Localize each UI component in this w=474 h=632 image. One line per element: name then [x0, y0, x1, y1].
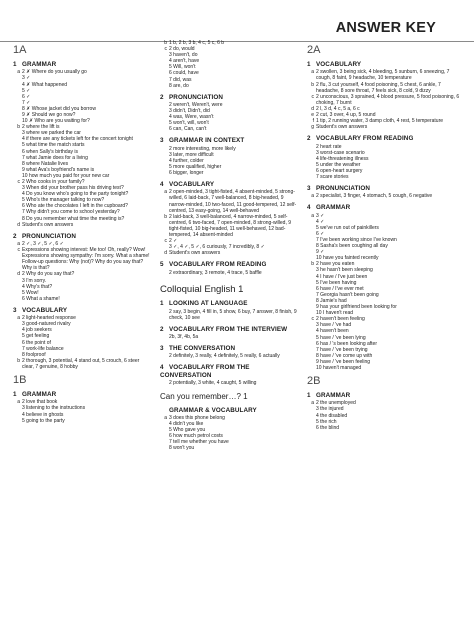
answer-text: 3 haven't, do [169, 52, 198, 59]
answer-letter: c [164, 238, 167, 245]
answer-letter [307, 425, 316, 431]
answer-row [160, 380, 300, 386]
answer-letter: a [17, 399, 20, 406]
answer-letter: d [17, 221, 20, 228]
answer-text: 5 what time the match starts [22, 142, 85, 149]
answer-row [160, 353, 300, 359]
exercise-heading [160, 261, 300, 268]
answer-row [160, 126, 300, 132]
answer-text: 4 didn't you like [169, 421, 204, 428]
exercise-number: 4 [160, 364, 164, 372]
exercise-heading [307, 135, 461, 142]
answer-text: 6 could, have [169, 70, 199, 77]
exercise-heading [13, 391, 151, 398]
answer-letter: a [311, 400, 314, 407]
exercise-heading [307, 204, 461, 211]
answer-text: 5 get feeling [22, 333, 50, 340]
answer-text: 6 ✓ [316, 230, 325, 237]
answer-row [307, 193, 461, 199]
answer-row [160, 445, 300, 451]
answer-letter: b [311, 81, 314, 88]
answer-text: 7 have / 've been trying [316, 346, 368, 353]
exercise-title: GRAMMAR IN CONTEXT [169, 137, 245, 145]
answer-letter: b [17, 357, 20, 364]
answer-text: 4 job seekers [22, 327, 52, 334]
answer-letter [160, 170, 169, 176]
answer-text: 3 does this phone belong [169, 414, 225, 421]
answer-text: 4 the disabled [316, 412, 348, 419]
answer-letter: d [17, 271, 20, 278]
answer-text: 2 where the lift is [22, 124, 60, 131]
answer-text: 8 ✗ Whose jacket did you borrow [22, 105, 96, 112]
exercise-heading [160, 137, 300, 144]
answer-text: 8 where Natalie lives [22, 160, 69, 167]
answer-text: 5 Will, won't [169, 64, 196, 71]
answer-text: 3 ✓ [316, 212, 325, 219]
answer-text: 7 I've been working since I've known [316, 237, 397, 243]
answer-text: 3 where we parked the car [22, 130, 81, 137]
answer-text: 2 swollen, 3 being sick, 4 bleeding, 5 sunburn, 6 sneezing, 7 cough, 8 faint, 9 headache, 10 temperature [316, 69, 450, 82]
column-left [13, 40, 151, 424]
answer-letter: f [312, 118, 314, 125]
answer-text: 7 what Jamie does for a living [22, 154, 88, 161]
page-header: ANSWER KEY [335, 20, 436, 36]
answer-text: 9 have / 've been feeling [316, 358, 371, 365]
answer-letter: c [311, 93, 314, 100]
colloquial-title: Colloquial English 1 [160, 283, 244, 295]
answer-text: 5 won't, will, won't [169, 120, 209, 127]
answer-text: 4 ✗ What happened [22, 81, 68, 88]
answer-text: 5 have / 've been lying [316, 334, 366, 341]
exercise-title: PRONUNCIATION [316, 185, 371, 193]
answer-text: 6 the point of [22, 339, 51, 346]
answer-letter [160, 353, 169, 359]
answer-text: 6 open-heart surgery [316, 167, 363, 174]
exercise-number: 3 [160, 345, 164, 353]
answer-text: 3 I'm sorry. [22, 277, 47, 284]
answer-letter [160, 380, 169, 386]
answer-text: 7 Georgia hasn't been going [316, 291, 379, 298]
answer-text: 5 going to the party [22, 417, 65, 424]
answer-text: 2 flu, 3 cut yourself, 4 food poisoning, 5 chest, 6 ankle, 7 headache, 8 sore throat, 7 feels sick, 8 cold, 9 dizzy [316, 81, 441, 94]
answer-row [13, 418, 151, 424]
answer-letter: a [17, 69, 20, 76]
answer-text: 6 ✓ [22, 93, 31, 100]
exercise-number: 1 [13, 391, 17, 399]
exercise-heading [13, 61, 151, 68]
answer-text: 2 haven't been feeling [316, 316, 365, 323]
answer-letter: d [311, 105, 314, 112]
answer-text: 2 ✓ [169, 238, 178, 245]
exercise-title: VOCABULARY FROM THE INTERVIEW [169, 325, 288, 333]
answer-text: 2 definitely, 3 really, 4 definitely, 5 really, 6 actually [169, 353, 280, 360]
exercise-number: 1 [307, 392, 311, 400]
answer-text: 3 ✓, 4 ✓, 5 ✓, 6 curiously, 7 incredibly, 8 ✓ [169, 244, 265, 251]
exercise-number: 1 [13, 61, 17, 69]
answer-letter [160, 270, 169, 276]
section-title: 2B [307, 375, 321, 388]
answer-text: 2 open-minded, 3 tight-fisted, 4 absent-minded, 5 strong-willed, 6 laid-back, 7 well-balanced, 8 big-headed, 9 narrow-minded, 10 two-faced, 11 good-tempered, 12 self-centred, 13 easy-going, 14 well-behaved [169, 189, 297, 214]
answer-text: 8 have / 've come up with [316, 352, 373, 359]
answer-text: 2 specialist, 3 finger, 4 stomach, 5 cough, 6 negative [316, 193, 433, 200]
answer-letter: b [311, 261, 314, 268]
answer-text: 2b, 3f, 4b, 5a [169, 333, 199, 340]
answer-letter: a [17, 241, 20, 247]
answer-letter [13, 418, 22, 424]
answer-text: 3 he hasn't been sleeping [316, 267, 373, 274]
answer-letter: c [311, 316, 314, 323]
answer-text: Expressions showing interest: Me too! Oh, really? Wow! [22, 247, 146, 254]
answer-letter: b [164, 213, 167, 220]
answer-letter [13, 259, 22, 271]
answer-letter: a [311, 212, 314, 219]
answer-text: Student's own answers [316, 124, 368, 131]
answer-row [13, 259, 151, 271]
exercise-title: GRAMMAR & VOCABULARY [169, 406, 257, 414]
answer-row [160, 309, 300, 321]
answer-row [13, 358, 151, 370]
answer-letter [307, 174, 316, 180]
exercise-title: GRAMMAR [22, 61, 57, 69]
answer-text: 6 bigger, longer [169, 170, 204, 177]
answer-text: 7 Why didn't you come to school yesterday? [22, 209, 120, 216]
exercise-heading [160, 300, 300, 307]
answer-text: 5 I've been having [316, 279, 357, 286]
answer-text: 8 Jamie's had [316, 297, 347, 304]
answer-row [307, 124, 461, 130]
answer-letter: b [164, 40, 167, 46]
column-right [307, 40, 461, 431]
exercise-title: LOOKING AT LANGUAGE [169, 300, 248, 308]
answer-text: 4 if there are any tickets left for the concert tonight [22, 136, 133, 143]
answer-text: 2 thorough, 3 potential, 4 stand out, 5 crouch, 6 steer clear, 7 genuine, 8 hobby [22, 357, 140, 370]
answer-text: 2 do, would [169, 46, 195, 53]
answer-letter: c [17, 247, 20, 254]
answer-text: 3 worst-case scenario [316, 149, 365, 156]
section-title: 2A [307, 44, 321, 56]
answer-text: 2 say, 3 begin, 4 fill in, 5 show, 6 buy, 7 answer, 8 finish, 9 check, 10 see [169, 308, 297, 321]
answer-text: 2 weren't, Weren't, were [169, 101, 223, 108]
answer-row [307, 82, 461, 94]
exercise-heading [160, 94, 300, 101]
exercise-title: VOCABULARY FROM READING [169, 261, 267, 269]
answer-text: Expressions showing sympathy: I'm sorry. What a shame! [22, 253, 150, 260]
answer-letter [160, 445, 169, 451]
answer-letter [307, 365, 316, 371]
answer-row [307, 365, 461, 371]
answer-text: 6 have / I've ever met [316, 285, 364, 292]
answer-text: 2 ✗ Where do you usually go [22, 69, 87, 76]
answer-letter: a [311, 69, 314, 76]
answer-text: 8 Sasha's been coughing all day [316, 243, 388, 250]
answer-row [160, 83, 300, 89]
exercise-heading [160, 326, 300, 333]
exercise-heading [160, 407, 300, 414]
answer-row [160, 270, 300, 276]
answer-text: Follow-up questions: Why (not)? Why do you say that? Why is that? [22, 259, 144, 272]
exercise-heading [307, 185, 461, 192]
answer-text: 6 has / 's been looking after [316, 340, 377, 347]
exercise-heading [160, 364, 300, 378]
answer-text: 4 Why's that? [22, 283, 53, 290]
exercise-title: GRAMMAR [22, 391, 57, 399]
exercise-heading [307, 61, 461, 68]
answer-text: 2 light-hearted response [22, 315, 76, 322]
review-title: Can you remember…? 1 [160, 391, 248, 401]
answer-text: 6 Who ate the chocolates I left in the cupboard? [22, 203, 128, 210]
answer-text: 7 scare stories [316, 173, 349, 180]
exercise-number: 3 [307, 185, 311, 193]
section-title: 1B [13, 374, 27, 387]
answer-letter: c [17, 179, 20, 186]
answer-text: 2 l, 3 d, 4 c, 5 a, 6 c [316, 105, 360, 112]
answer-row [160, 189, 300, 213]
answer-text: 3 ✓ [22, 75, 31, 82]
exercise-heading [160, 345, 300, 352]
answer-row [160, 170, 300, 176]
answer-text: 4 further, colder [169, 157, 204, 164]
answer-text: 7 did, was [169, 76, 192, 83]
answer-text: 2 the unemployed [316, 400, 356, 407]
answer-text: 3 have / 've had [316, 322, 352, 329]
answer-row [307, 425, 461, 431]
answer-text: 3 good-natured rivalry [22, 321, 71, 328]
answer-text: 5 we've run out of painkillers [316, 224, 379, 231]
answer-text: 7 work-life balance [22, 345, 64, 352]
answer-row [160, 250, 300, 256]
answer-text: 2 heart rate [316, 143, 342, 150]
answer-letter: e [311, 111, 314, 118]
answer-text: 5 under the weather [316, 161, 361, 168]
answer-text: 2 love that book [22, 399, 58, 406]
answer-letter: a [164, 414, 167, 421]
exercise-heading [13, 233, 151, 240]
answer-text: 4 I have / I've just been [316, 273, 368, 280]
exercise-heading [160, 181, 300, 188]
answer-text: 2 potentially, 3 white, 4 caught, 5 willing [169, 379, 257, 386]
answer-text: 7 tell me whether you have [169, 439, 229, 446]
answer-text: 1 tip, 2 running water, 3 damp cloth, 4 rest, 5 temperature [316, 118, 444, 125]
exercise-title: VOCABULARY [316, 61, 362, 69]
answer-letter [13, 296, 22, 302]
answer-text: 5 more qualified, higher [169, 163, 222, 170]
answer-text: 10 I haven't read [316, 310, 354, 317]
answer-text: Student's own answers [22, 221, 74, 228]
answer-text: 5 ✓ [22, 87, 31, 94]
answer-text: 2 laid-back, 3 well-balanced, 4 narrow-minded, 5 self-centred, 6 two-faced, 7 open-minded, 8 strong-willed, 9 tight-fisted, 10 big-headed, 11 well-behaved, 12 bad-tempered, 14 absent-minded [169, 213, 292, 239]
answer-text: 4 believe in ghosts [22, 411, 64, 418]
answer-row [160, 334, 300, 340]
answer-text: 1 b, 2 b, 3 b, 4 c, 5 c, 6 b [169, 40, 225, 46]
answer-text: 9 what Ava's boyfriend's name is [22, 166, 95, 173]
answer-text: 4 life-threatening illness [316, 155, 369, 162]
answer-row [160, 214, 300, 238]
answer-text: 9 ✓ [316, 249, 325, 256]
answer-text: 8 won't you [169, 445, 195, 452]
answer-letter: d [164, 250, 167, 257]
exercise-number: 3 [160, 137, 164, 145]
answer-text: 5 Who's the manager talking to now? [22, 197, 105, 204]
answer-letter: a [17, 315, 20, 322]
answer-row [13, 222, 151, 228]
exercise-title: GRAMMAR [316, 204, 351, 212]
answer-text: 5 the rich [316, 418, 337, 425]
answer-text: 4 aren't, have [169, 58, 200, 65]
answer-text: 4 ✓ [316, 218, 325, 225]
column-middle [160, 40, 300, 452]
answer-text: 2 cut, 3 over, 4 up, 5 round [316, 111, 376, 118]
exercise-number: 2 [13, 232, 17, 240]
answer-text: 8 Do you remember what time the meeting is? [22, 215, 125, 222]
answer-row [307, 174, 461, 180]
exercise-number: 2 [160, 325, 164, 333]
answer-letter [160, 309, 169, 321]
answer-letter: a [311, 193, 314, 200]
exercise-number: 4 [160, 181, 164, 189]
answer-text: 4 Do you know who's going to the party tonight? [22, 191, 129, 198]
answer-text: 6 can, Can, can't [169, 126, 207, 133]
answer-text: 2 Who cooks in your family? [22, 179, 85, 186]
answer-text: 2 extraordinary, 3 remote, 4 trace, 5 baffle [169, 269, 262, 276]
answer-text: 6 What a shame! [22, 295, 60, 302]
answer-text: 10 have you fainted recently [316, 255, 379, 262]
answer-text: 9 ✗ Should we go now? [22, 111, 76, 118]
answer-text: 2 have you eaten [316, 261, 355, 268]
exercise-title: PRONUNCIATION [169, 93, 224, 101]
answer-letter: c [164, 46, 167, 53]
answer-text: 2 Why do you say that? [22, 271, 75, 278]
answer-text: 8 are, do [169, 82, 189, 89]
exercise-number: 4 [307, 204, 311, 212]
answer-letter: a [164, 189, 167, 196]
answer-text: 6 the blind [316, 424, 340, 431]
answer-letter [160, 334, 169, 340]
answer-text: 2 unconscious, 3 sprained, 4 blood pressure, 5 food poisoning, 6 choking, 7 burnt [316, 93, 460, 106]
answer-row [307, 69, 461, 81]
answer-text: 5 Wow! [22, 289, 39, 296]
exercise-title: THE CONVERSATION [169, 345, 236, 353]
answer-text: 2 ✓, 3 ✓, 5 ✓, 6 ✓ [22, 241, 64, 247]
exercise-title: GRAMMAR [316, 392, 351, 400]
section-title: 1A [13, 44, 27, 56]
answer-text: 4 was, Were, wasn't [169, 114, 214, 121]
answer-text: 8 foolproof [22, 351, 46, 358]
exercise-number: 1 [307, 61, 311, 69]
answer-text: 6 how much petrol costs [169, 433, 223, 440]
answer-text: 3 the injured [316, 406, 344, 413]
exercise-title: PRONUNCIATION [22, 232, 77, 240]
answer-text: 5 Who gave you [169, 427, 206, 434]
answer-text: 7 ✓ [22, 99, 31, 106]
answer-letter: g [311, 124, 314, 131]
answer-row [307, 94, 461, 106]
exercise-title: VOCABULARY [169, 181, 215, 189]
exercise-number: 3 [13, 306, 17, 314]
answer-text: 4 haven't been [316, 328, 349, 335]
exercise-title: VOCABULARY FROM READING [316, 135, 414, 143]
exercise-number: 2 [160, 93, 164, 101]
answer-text: 3 When did your brother pass his driving test? [22, 185, 124, 192]
answer-letter [160, 83, 169, 89]
exercise-number: 2 [307, 135, 311, 143]
exercise-number: 1 [160, 300, 164, 308]
answer-text: Student's own answers [169, 250, 221, 257]
answer-text: 6 when Sally's birthday is [22, 148, 78, 155]
answer-text: 10 how much you paid for your new car [22, 172, 110, 179]
exercise-title: VOCABULARY FROM THE CONVERSATION [160, 364, 250, 379]
answer-text: 2 more interesting, more likely [169, 145, 236, 152]
answer-text: 3 didn't, Didn't, did [169, 108, 210, 115]
answer-text: 9 has your girlfriend been looking for [316, 304, 397, 311]
answer-text: 10 haven't managed [316, 364, 362, 371]
answer-text: 3 later, more difficult [169, 151, 214, 158]
answer-text: 3 listening to the instructions [22, 405, 86, 412]
answer-letter [160, 126, 169, 132]
answer-letter: b [17, 124, 20, 131]
exercise-number: 5 [160, 261, 164, 269]
exercise-title: VOCABULARY [22, 306, 68, 314]
answer-row [13, 296, 151, 302]
answer-text: 10 ✗ Who are you waiting for? [22, 118, 90, 125]
exercise-heading [307, 392, 461, 399]
exercise-heading [13, 307, 151, 314]
